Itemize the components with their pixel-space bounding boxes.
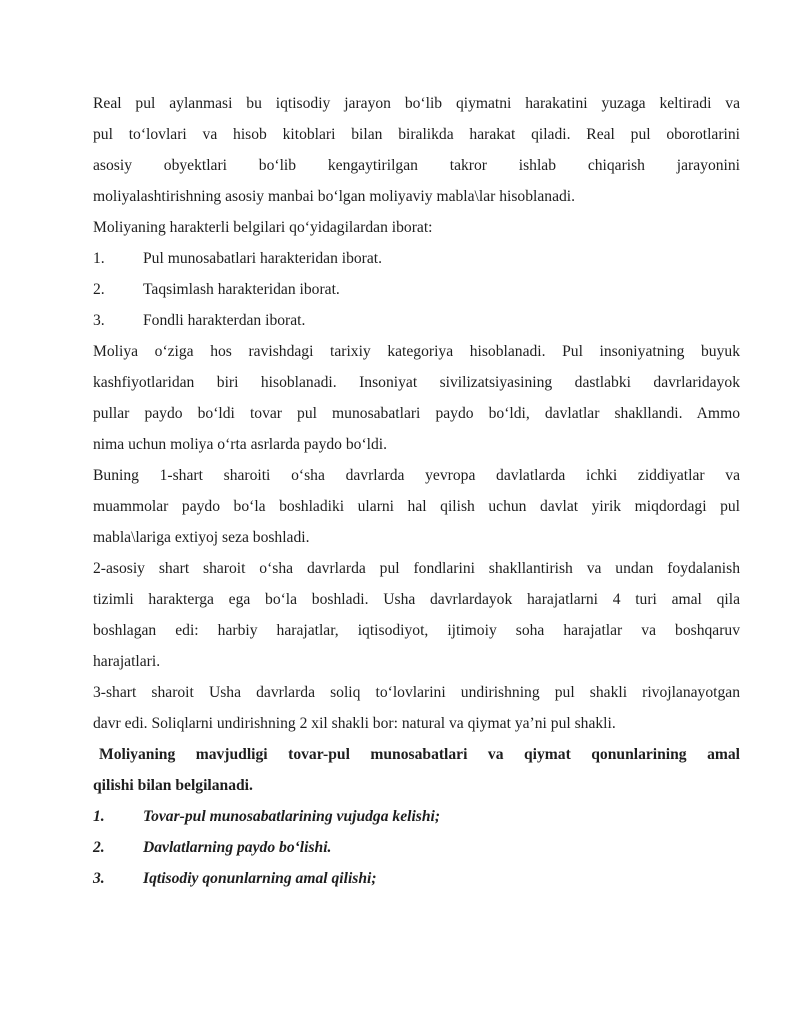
list-item-number: 2. [93,281,105,298]
list-item-number: 3. [93,312,105,329]
paragraph-line: 3-shart sharoit Usha davrlarda soliq to‘lovlarini undirishning pul shakli rivojlanayotgan [93,684,740,701]
paragraph-moliya-mavjudligi-bold [93,739,740,801]
paragraph-real-pul-aylanmasi [93,88,740,212]
paragraph-line: muammolar paydo bo‘la boshladiki ularni hal qilish uchun davlat yirik miqdordagi pul [93,498,740,515]
list-item-text: Tovar-pul munosabatlarining vujudga kelishi; [143,808,441,825]
ordered-list-moliya-shartlari [93,801,740,894]
paragraph-line: kashfiyotlaridan biri hisoblanadi. Insoniyat sivilizatsiyasining dastlabki davrlaridayok [93,374,740,391]
paragraph-line: harajatlari. [93,653,161,670]
list-item [93,305,740,336]
paragraph-line: Buning 1-shart sharoiti o‘sha davrlarda yevropa davlatlarda ichki ziddiyatlar va [93,467,740,484]
paragraph-line: tizimli harakterga ega bo‘la boshladi. Usha davrlardayok harajatlarni 4 turi amal qila [93,591,740,608]
list-item-number: 1. [93,808,105,825]
paragraph-line: davr edi. Soliqlarni undirishning 2 xil shakli bor: natural va qiymat ya’ni pul shakli. [93,715,616,732]
list-item-text: Pul munosabatlari harakteridan iborat. [143,250,383,267]
paragraph-1-shart [93,460,740,553]
list-item [93,243,740,274]
paragraph-line: qilishi bilan belgilanadi. [93,777,253,794]
paragraph-moliya-belgilari-heading [93,212,740,243]
list-item-text: Davlatlarning paydo bo‘lishi. [143,839,332,856]
list-item-number: 2. [93,839,105,856]
paragraph-line: pullar paydo bo‘ldi tovar pul munosabatlari paydo bo‘ldi, davlatlar shakllandi. Ammo [93,405,740,422]
paragraph-line: pul to‘lovlari va hisob kitoblari bilan biralikda harakat qiladi. Real pul oborotlarini [93,126,740,143]
list-item-text: Iqtisodiy qonunlarning amal qilishi; [143,870,377,887]
list-item-text: Taqsimlash harakteridan iborat. [143,281,340,298]
ordered-list-moliya-belgilari [93,243,740,336]
list-item-number: 3. [93,870,105,887]
paragraph-line: boshlagan edi: harbiy harajatlar, iqtisodiyot, ijtimoiy soha harajatlar va boshqaruv [93,622,740,639]
paragraph-line: 2-asosiy shart sharoit o‘sha davrlarda pul fondlarini shakllantirish va undan foydalanish [93,560,740,577]
paragraph-line: Real pul aylanmasi bu iqtisodiy jarayon bo‘lib qiymatni harakatini yuzaga keltiradi va [93,95,740,112]
list-item [93,863,740,894]
paragraph-line: Moliya o‘ziga hos ravishdagi tarixiy kategoriya hisoblanadi. Pul insoniyatning buyuk [93,343,740,360]
paragraph-2-asosiy-shart [93,553,740,677]
paragraph-line: mabla\lariga extiyoj seza boshladi. [93,529,310,546]
list-item-number: 1. [93,250,105,267]
paragraph-line: Moliyaning mavjudligi tovar-pul munosabatlari va qiymat qonunlarining amal [99,746,740,763]
list-item [93,801,740,832]
paragraph-3-shart [93,677,740,739]
list-item-text: Fondli harakterdan iborat. [143,312,306,329]
paragraph-line: asosiy obyektlari bo‘lib kengaytirilgan takror ishlab chiqarish jarayonini [93,157,740,174]
list-item [93,832,740,863]
list-item [93,274,740,305]
paragraph-moliya-tarixiy-kategoriya [93,336,740,460]
paragraph-line: Moliyaning harakterli belgilari qo‘yidagilardan iborat: [93,219,433,236]
paragraph-line: nima uchun moliya o‘rta asrlarda paydo bo‘ldi. [93,436,388,453]
paragraph-line: moliyalashtirishning asosiy manbai bo‘lgan moliyaviy mabla\lar hisoblanadi. [93,188,576,205]
